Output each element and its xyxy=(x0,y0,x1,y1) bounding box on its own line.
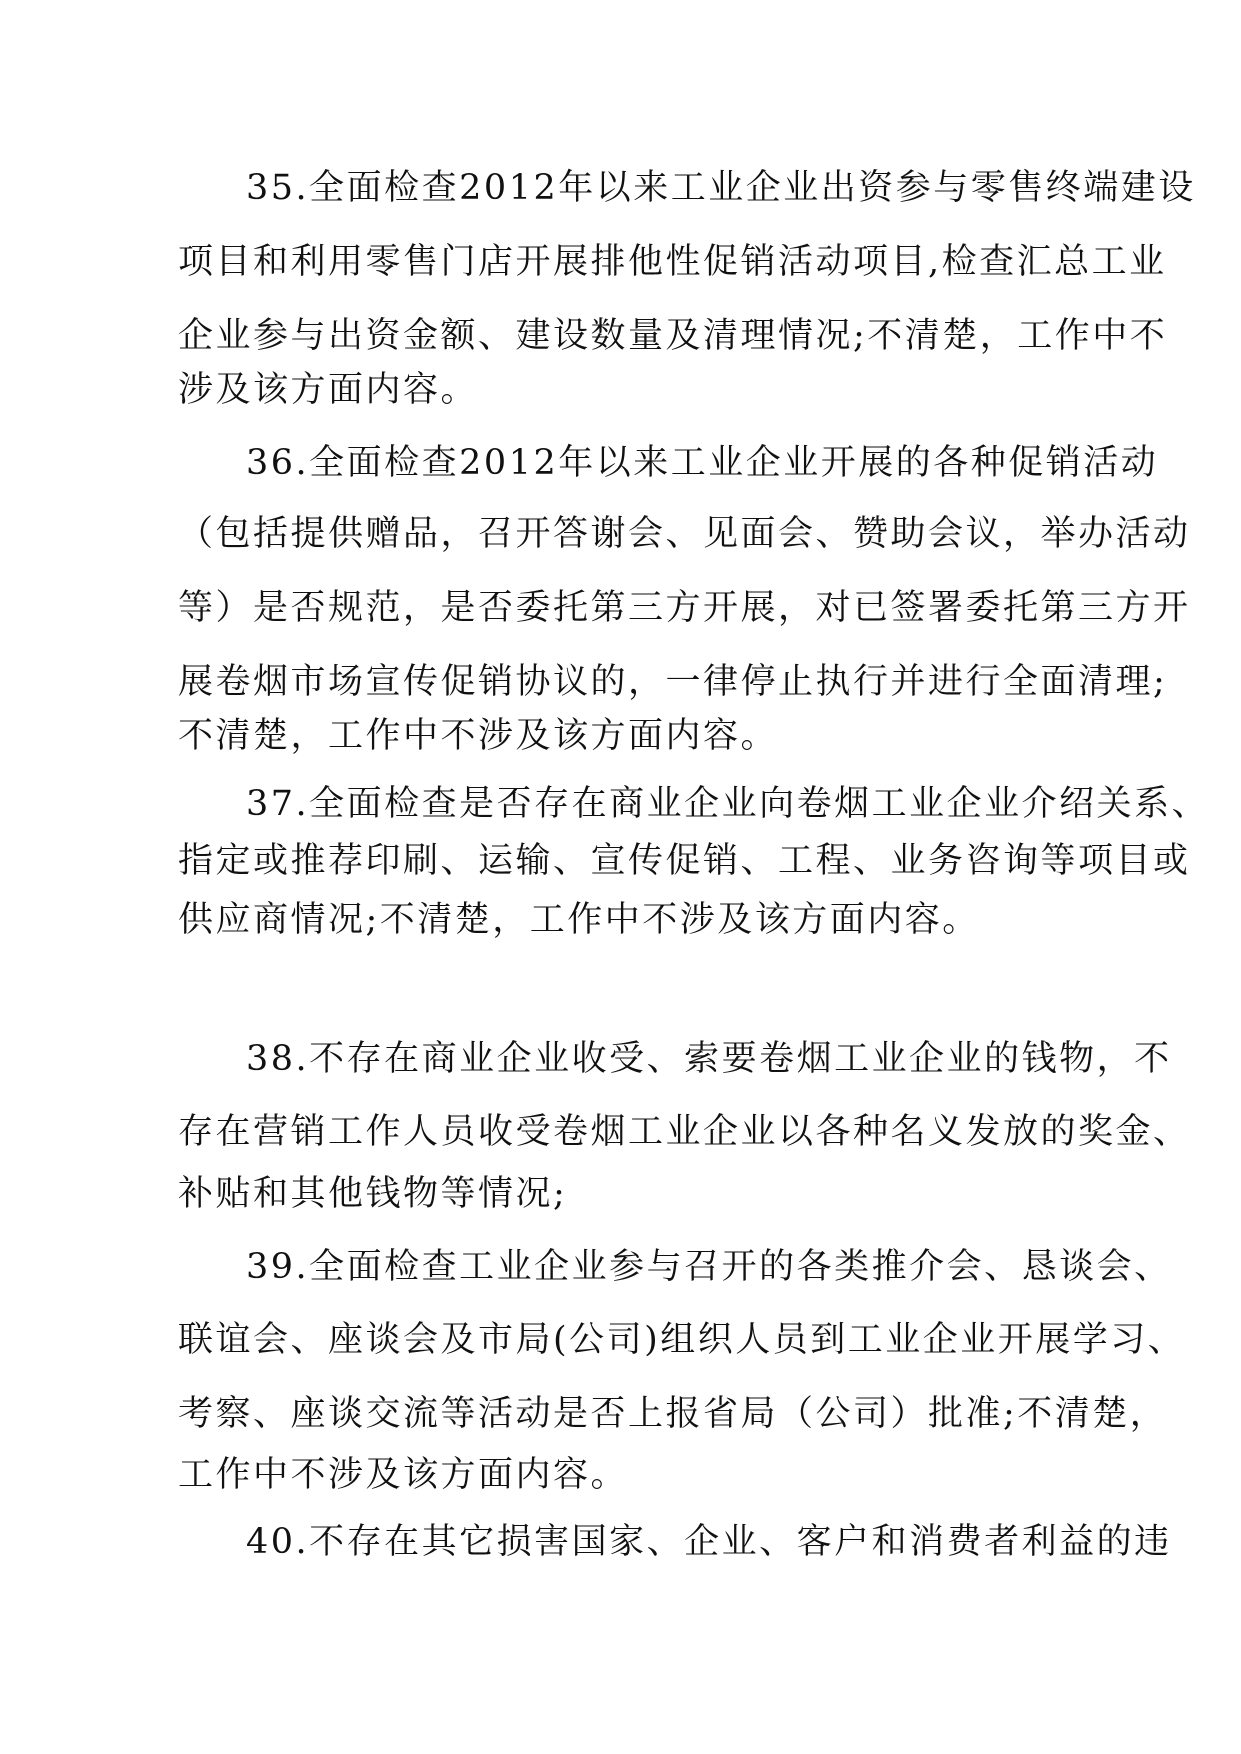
text-line: （包括提供赠品，召开答谢会、见面会、赞助会议，举办活动 xyxy=(178,514,1191,554)
text-line: 37.全面检查是否存在商业企业向卷烟工业企业介绍关系、 xyxy=(246,784,1210,824)
text-line: 供应商情况;不清楚，工作中不涉及该方面内容。 xyxy=(178,900,980,940)
text-line: 展卷烟市场宣传促销协议的，一律停止执行并进行全面清理; xyxy=(178,662,1168,702)
text-line: 存在营销工作人员收受卷烟工业企业以各种名义发放的奖金、 xyxy=(178,1112,1191,1152)
text-line: 联谊会、座谈会及市局(公司)组织人员到工业企业开展学习、 xyxy=(178,1320,1186,1360)
text-line: 项目和利用零售门店开展排他性促销活动项目,检查汇总工业 xyxy=(178,242,1167,282)
text-line: 39.全面检查工业企业参与召开的各类推介会、恳谈会、 xyxy=(246,1247,1172,1287)
text-line: 40.不存在其它损害国家、企业、客户和消费者利益的违 xyxy=(246,1522,1172,1562)
text-line: 工作中不涉及该方面内容。 xyxy=(178,1455,629,1495)
text-line: 企业参与出资金额、建设数量及清理情况;不清楚，工作中不 xyxy=(178,316,1168,356)
text-line: 不清楚，工作中不涉及该方面内容。 xyxy=(178,716,779,756)
text-line: 38.不存在商业企业收受、索要卷烟工业企业的钱物，不 xyxy=(246,1039,1172,1079)
text-line: 36.全面检查2012年以来工业企业开展的各种促销活动 xyxy=(246,443,1159,483)
text-line: 等）是否规范，是否委托第三方开展，对已签署委托第三方开 xyxy=(178,588,1191,628)
text-line: 指定或推荐印刷、运输、宣传促销、工程、业务咨询等项目或 xyxy=(178,841,1191,881)
text-line: 补贴和其他钱物等情况; xyxy=(178,1174,568,1214)
text-line: 考察、座谈交流等活动是否上报省局（公司）批准;不清楚， xyxy=(178,1394,1168,1434)
text-line: 涉及该方面内容。 xyxy=(178,370,479,410)
text-line: 35.全面检查2012年以来工业企业出资参与零售终端建设 xyxy=(246,168,1196,208)
